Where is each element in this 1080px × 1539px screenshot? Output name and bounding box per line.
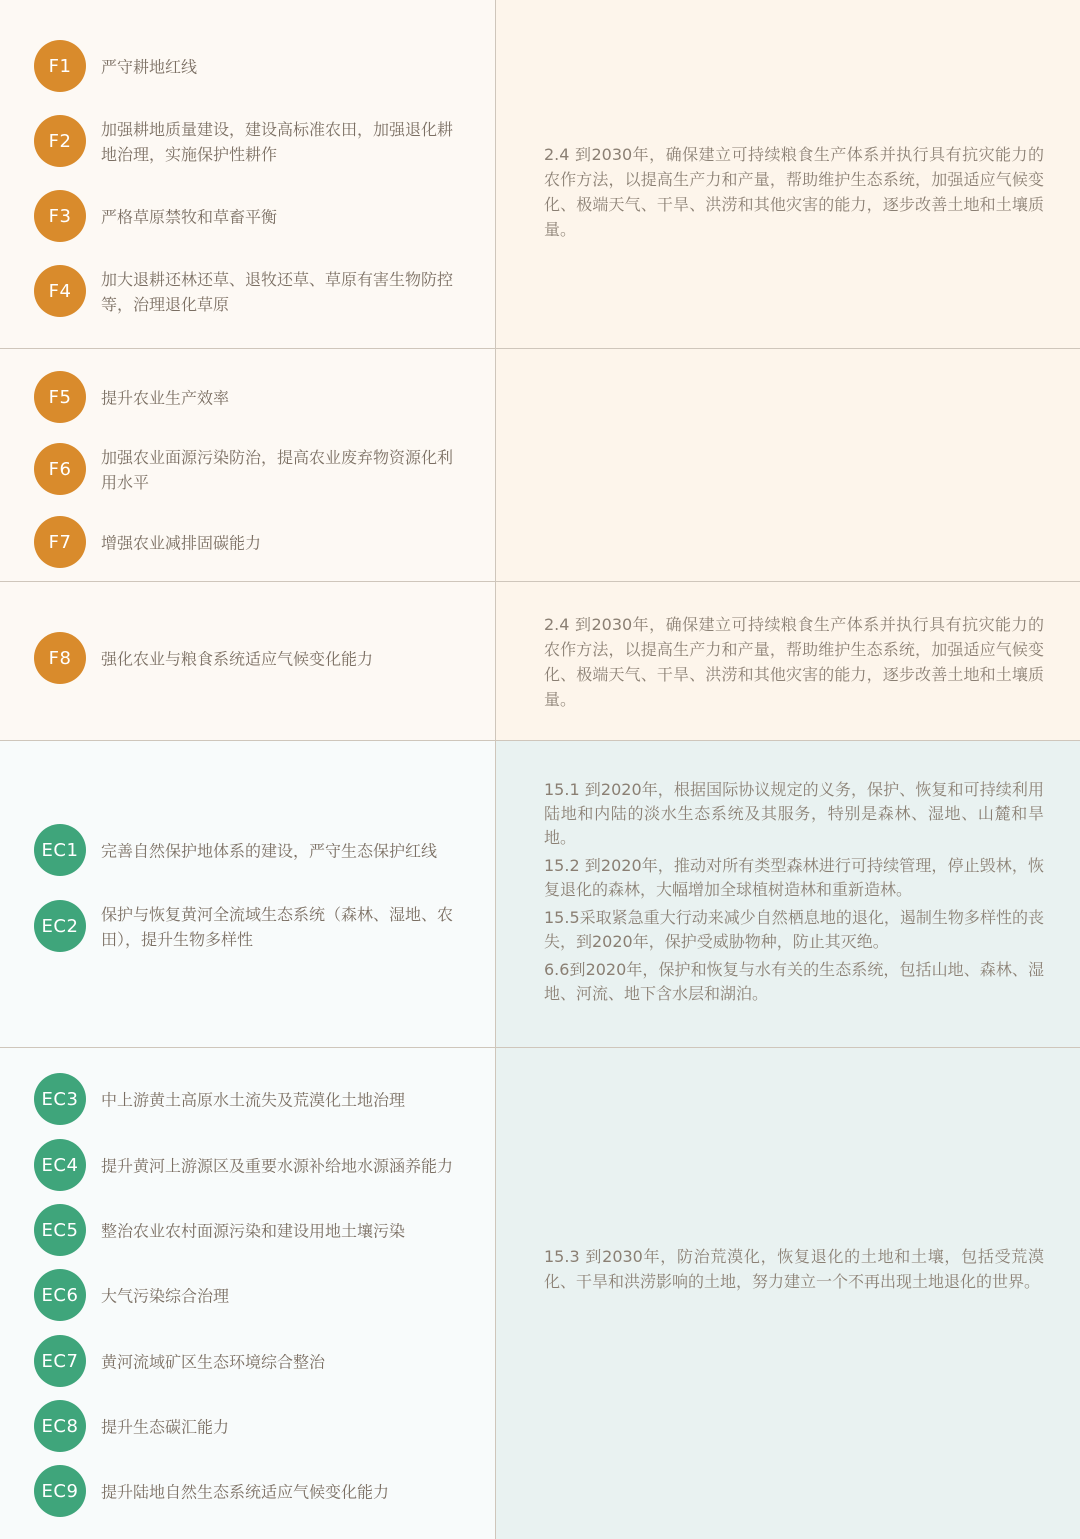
sdg-target-paragraph: 2.4 到2030年，确保建立可持续粮食生产体系并执行具有抗灾能力的农作方法，以提高生产力和产量，帮助维护生态系统，加强适应气候变化、极端天气、干旱、洪涝和其他灾害的能力，逐步改善土地和土壤质量。 bbox=[544, 615, 1044, 709]
measure-item bbox=[34, 824, 464, 878]
measure-code-badge: F3 bbox=[34, 190, 86, 242]
measure-code-badge: EC2 bbox=[34, 900, 86, 952]
measure-item bbox=[34, 1073, 464, 1127]
measure-item bbox=[34, 1204, 464, 1258]
sdg-targets-cell bbox=[496, 741, 1080, 1047]
sdg-targets-cell bbox=[496, 0, 1080, 348]
measure-text: 加大退耕还林还草、退牧还草、草原有害生物防控等，治理退化草原 bbox=[101, 270, 454, 314]
measure-text: 强化农业与粮食系统适应气候变化能力 bbox=[101, 649, 374, 669]
measure-code-badge: F8 bbox=[34, 632, 86, 684]
sdg-target-paragraph: 15.2 到2020年，推动对所有类型森林进行可持续管理，停止毁林，恢复退化的森林，大幅增加全球植树造林和重新造林。 bbox=[544, 856, 1044, 899]
measure-item bbox=[34, 516, 464, 570]
table-row bbox=[0, 582, 1080, 741]
measures-cell bbox=[0, 741, 496, 1047]
measures-cell bbox=[0, 1048, 496, 1539]
measure-code-badge: F6 bbox=[34, 443, 86, 495]
sdg-targets-cell bbox=[496, 1048, 1080, 1539]
measure-text: 黄河流域矿区生态环境综合整治 bbox=[101, 1352, 326, 1372]
measure-text: 大气污染综合治理 bbox=[101, 1286, 230, 1306]
measure-text: 提升生态碳汇能力 bbox=[101, 1417, 230, 1437]
sdg-target-paragraph: 15.5采取紧急重大行动来减少自然栖息地的退化，遏制生物多样性的丧失，到2020年，保护受威胁物种，防止其灭绝。 bbox=[544, 908, 1044, 951]
sdg-target-paragraph: 15.1 到2020年，根据国际协议规定的义务，保护、恢复和可持续利用陆地和内陆的淡水生态系统及其服务，特别是森林、湿地、山麓和旱地。 bbox=[544, 780, 1044, 847]
measure-item bbox=[34, 40, 464, 94]
measure-item bbox=[34, 190, 464, 244]
measure-item bbox=[34, 900, 464, 954]
measures-cell bbox=[0, 582, 496, 740]
measure-code-badge: EC4 bbox=[34, 1139, 86, 1191]
sdg-targets-cell bbox=[496, 582, 1080, 740]
measure-item bbox=[34, 1465, 464, 1519]
sdg-target-text bbox=[544, 142, 1044, 246]
measure-text: 增强农业减排固碳能力 bbox=[101, 533, 262, 553]
measure-text: 保护与恢复黄河全流域生态系统（森林、湿地、农田），提升生物多样性 bbox=[101, 905, 454, 949]
table-row bbox=[0, 741, 1080, 1048]
sdg-target-text bbox=[544, 612, 1044, 716]
measure-text: 加强耕地质量建设，建设高标准农田，加强退化耕地治理，实施保护性耕作 bbox=[101, 120, 454, 164]
measure-code-badge: EC3 bbox=[34, 1073, 86, 1125]
measure-text: 提升陆地自然生态系统适应气候变化能力 bbox=[101, 1482, 390, 1502]
measure-item bbox=[34, 632, 464, 686]
sdg-target-paragraph: 15.3 到2030年，防治荒漠化，恢复退化的土地和土壤，包括受荒漠化、干旱和洪涝影响的土地，努力建立一个不再出现土地退化的世界。 bbox=[544, 1247, 1044, 1291]
measure-text: 整治农业农村面源污染和建设用地土壤污染 bbox=[101, 1221, 406, 1241]
measure-item bbox=[34, 265, 464, 319]
measure-text: 加强农业面源污染防治，提高农业废弃物资源化利用水平 bbox=[101, 448, 454, 492]
table-row bbox=[0, 1048, 1080, 1539]
sdg-target-text bbox=[544, 1244, 1044, 1298]
sdg-target-paragraph: 6.6到2020年，保护和恢复与水有关的生态系统，包括山地、森林、湿地、河流、地下含水层和湖泊。 bbox=[544, 960, 1044, 1003]
measure-code-badge: F4 bbox=[34, 265, 86, 317]
sdg-target-paragraph: 2.4 到2030年，确保建立可持续粮食生产体系并执行具有抗灾能力的农作方法，以提高生产力和产量，帮助维护生态系统，加强适应气候变化、极端天气、干旱、洪涝和其他灾害的能力，逐步改善土地和土壤质量。 bbox=[544, 145, 1044, 239]
measure-code-badge: EC7 bbox=[34, 1335, 86, 1387]
measure-code-badge: F1 bbox=[34, 40, 86, 92]
measure-item bbox=[34, 1139, 464, 1193]
measure-code-badge: F2 bbox=[34, 115, 86, 167]
table-row bbox=[0, 0, 1080, 349]
table-row bbox=[0, 349, 1080, 582]
measure-item bbox=[34, 1335, 464, 1389]
measure-item bbox=[34, 443, 464, 497]
sdg-target-text bbox=[544, 778, 1044, 1010]
measure-code-badge: EC1 bbox=[34, 824, 86, 876]
measures-cell bbox=[0, 349, 496, 581]
measure-code-badge: F7 bbox=[34, 516, 86, 568]
measure-text: 完善自然保护地体系的建设，严守生态保护红线 bbox=[101, 841, 438, 861]
measure-code-badge: EC8 bbox=[34, 1400, 86, 1452]
measure-text: 严格草原禁牧和草畜平衡 bbox=[101, 207, 278, 227]
measure-item bbox=[34, 1269, 464, 1323]
measure-item bbox=[34, 1400, 464, 1454]
measure-text: 提升农业生产效率 bbox=[101, 388, 230, 408]
measure-text: 中上游黄土高原水土流失及荒漠化土地治理 bbox=[101, 1090, 406, 1110]
measures-cell bbox=[0, 0, 496, 348]
measure-item bbox=[34, 371, 464, 425]
measure-code-badge: EC9 bbox=[34, 1465, 86, 1517]
measure-text: 严守耕地红线 bbox=[101, 57, 198, 77]
measure-code-badge: EC5 bbox=[34, 1204, 86, 1256]
measure-code-badge: F5 bbox=[34, 371, 86, 423]
measure-code-badge: EC6 bbox=[34, 1269, 86, 1321]
measure-item bbox=[34, 115, 464, 169]
sdg-targets-cell bbox=[496, 349, 1080, 581]
measure-text: 提升黄河上游源区及重要水源补给地水源涵养能力 bbox=[101, 1156, 454, 1176]
